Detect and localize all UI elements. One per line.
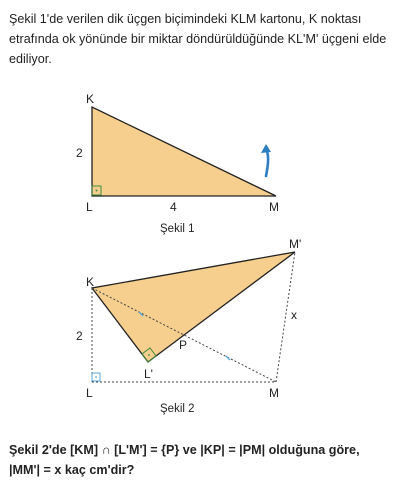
- vertex-k-label: K: [86, 92, 95, 106]
- side-mm-prime-x: x: [291, 308, 297, 322]
- vertex-m-label-2: M: [269, 386, 279, 400]
- side-kl-length-2: 2: [76, 329, 83, 343]
- right-angle-dot-l-prime: [148, 354, 150, 356]
- problem-intro-text: Şekil 1'de verilen dik üçgen biçimindeki KLM kartonu, K noktası etrafında ok yönünde bir miktar döndürüldüğünde KL'M' üçgeni elde ediliyor.: [9, 12, 387, 66]
- figure-1: [76, 92, 279, 235]
- question-text: Şekil 2'de [KM] ∩ [L'M'] = {P} ve |KP| = |PM| olduğuna göre, |MM'| = x kaç cm'dir?: [9, 443, 360, 477]
- figure-2: [76, 237, 301, 415]
- side-kl-length: 2: [76, 146, 83, 160]
- vertex-l-label-2: L: [86, 386, 93, 400]
- vertex-l-label: L: [86, 200, 93, 214]
- side-lm-length: 4: [170, 200, 177, 214]
- point-p-label: P: [179, 338, 188, 352]
- figure-2-caption: Şekil 2: [160, 403, 195, 415]
- rotation-arrow-icon: [266, 151, 268, 176]
- figure-1-caption: Şekil 1: [160, 223, 195, 235]
- vertex-m-label: M: [269, 200, 279, 214]
- vertex-m-prime-label: M': [289, 237, 302, 251]
- vertex-k-label-2: K: [86, 275, 95, 289]
- right-angle-dot-l: [95, 376, 97, 378]
- rotation-arrowhead-icon: [261, 144, 271, 153]
- triangle-klm: [92, 107, 276, 196]
- equal-tick-pm: [226, 356, 230, 360]
- right-angle-dot: [96, 190, 98, 192]
- triangle-kl-prime-m-prime: [92, 252, 295, 362]
- vertex-l-prime-label: L': [144, 367, 153, 381]
